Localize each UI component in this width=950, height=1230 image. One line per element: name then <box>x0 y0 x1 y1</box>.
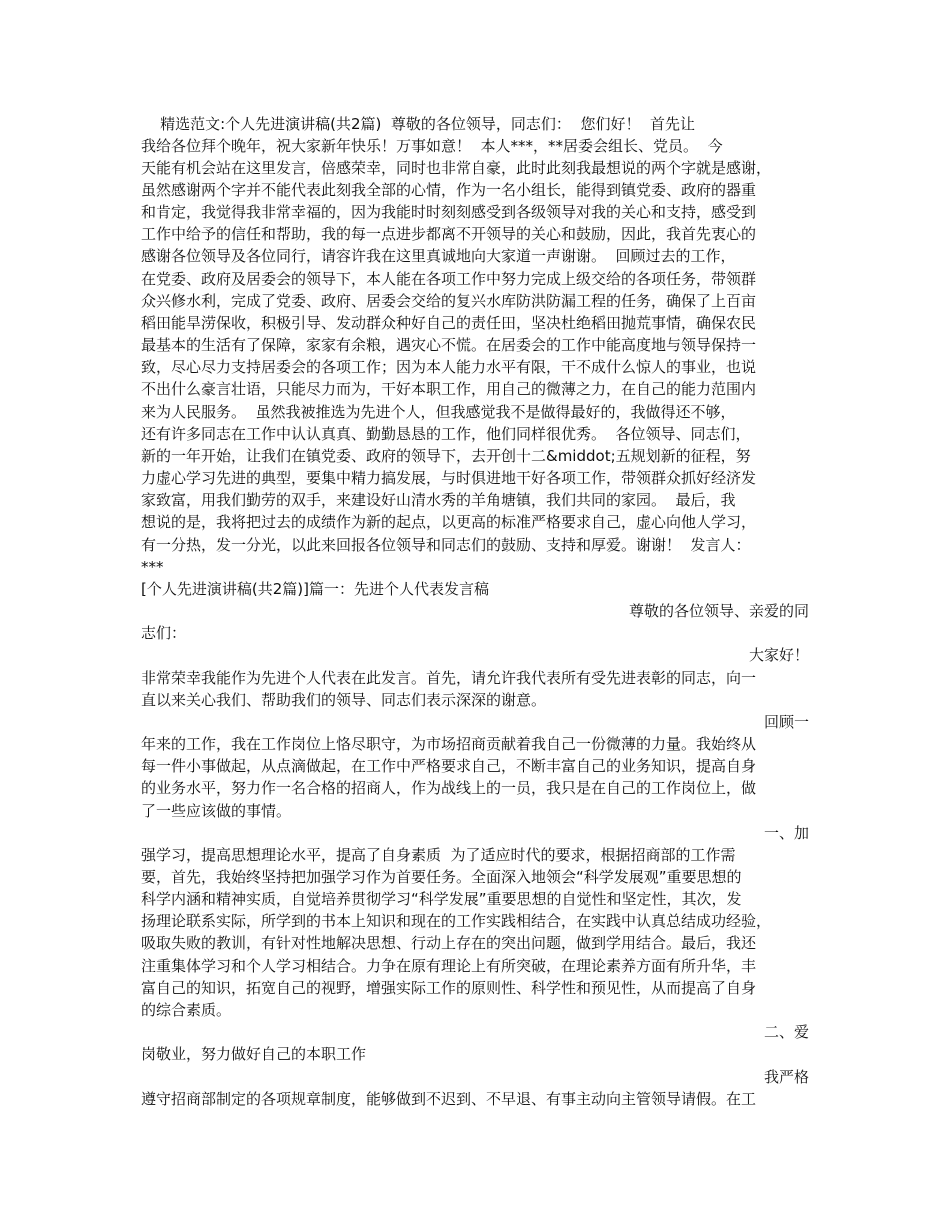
text-line: 我给各位拜个晚年，祝大家新年快乐！万事如意！ 本人***，**居委会组长、党员。 今 <box>141 137 723 155</box>
text-line: 非常荣幸我能作为先进个人代表在此发言。首先，请允许我代表所有受先进表彰的同志，向一 <box>141 669 757 687</box>
text-line: 众兴修水利，完成了党委、政府、居委会交给的复兴水库防洪防漏工程的任务，确保了上百亩 <box>141 292 757 310</box>
text-line: 新的一年开始，让我们在镇党委、政府的领导下，去开创十二&middot;五规划新的征程，努 <box>141 447 751 465</box>
text-line: 遵守招商部制定的各项规章制度，能够做到不迟到、不早退、有事主动向主管领导请假。在工 <box>141 1090 757 1108</box>
text-line: 家致富，用我们勤劳的双手，来建设好山清水秀的羊角塘镇，我们共同的家园。 最后，我 <box>141 491 736 509</box>
text-line: 虽然感谢两个字并不能代表此刻我全部的心情，作为一名小组长，能得到镇党委、政府的器重 <box>141 181 757 199</box>
text-line: 了一些应该做的事情。 <box>141 802 292 820</box>
text-line: 天能有机会站在这里发言，倍感荣幸，同时也非常自豪，此时此刻我最想说的两个字就是感谢， <box>141 159 772 177</box>
text-line: 的业务水平，努力作一名合格的招商人，作为战线上的一员，我只是在自己的工作岗位上，做 <box>141 779 757 797</box>
text-line: 和肯定，我觉得我非常幸福的，因为我能时时刻刻感受到各级领导对我的关心和支持，感受到 <box>141 203 757 221</box>
text-line: 想说的是，我将把过去的成绩作为新的起点，以更高的标准严格要求自己，虚心向他人学习， <box>141 513 757 531</box>
text-line: 的综合素质。 <box>141 1001 232 1019</box>
text-line: *** <box>141 558 164 576</box>
text-line: 要，首先，我始终坚持把加强学习作为首要任务。全面深入地领会“科学发展观”重要思想的 <box>141 868 742 886</box>
text-line: 来为人民服务。 虽然我被推选为先进个人，但我感觉我不是做得最好的，我做得还不够， <box>141 403 736 421</box>
text-line: 吸取失败的教训，有针对性地解决思想、行动上存在的突出问题，做到学用结合。最后，我还 <box>141 934 757 952</box>
text-line: 感谢各位领导及各位同行，请容许我在这里真诚地向大家道一声谢谢。 回顾过去的工作， <box>141 247 736 265</box>
section-heading: [个人先进演讲稿(共2篇)]篇一：先进个人代表发言稿 <box>141 580 489 598</box>
text-line: 注重集体学习和个人学习相结合。力争在原有理论上有所突破，在理论素养方面有所升华，丰 <box>141 957 757 975</box>
text-line: 一、加 <box>763 824 809 842</box>
text-line: 强学习，提高思想理论水平，提高了自身素质 为了适应时代的要求，根据招商部的工作需 <box>141 846 736 864</box>
text-line: 我严格 <box>763 1068 809 1086</box>
text-line: 科学内涵和精神实质，自觉培养贯彻学习“科学发展”重要思想的自觉性和坚定性，其次，发 <box>141 890 742 908</box>
text-line: 在党委、政府及居委会的领导下，本人能在各项工作中努力完成上级交给的各项任务，带领群 <box>141 270 757 288</box>
text-line: 每一件小事做起，从点滴做起，在工作中严格要求自己，不断丰富自己的业务知识，提高自身 <box>141 757 757 775</box>
text-line: 最基本的生活有了保障，家家有余粮，遇灾心不慌。在居委会的工作中能高度地与领导保持一 <box>141 336 757 354</box>
text-line: 工作中给予的信任和帮助，我的每一点进步都离不开领导的关心和鼓励，因此，我首先衷心的 <box>141 225 757 243</box>
text-line: 回顾一 <box>763 713 809 731</box>
text-line: 力虚心学习先进的典型，要集中精力搞发展，与时俱进地干好各项工作，带领群众抓好经济发 <box>141 469 757 487</box>
text-line: 富自己的知识，拓宽自己的视野，增强实际工作的原则性、科学性和预见性，从而提高了自身 <box>141 979 757 997</box>
text-line: 致，尽心尽力支持居委会的各项工作；因为本人能力水平有限，干不成什么惊人的事业，也说 <box>141 358 757 376</box>
text-line: 尊敬的各位领导、亲爱的同 <box>628 602 809 620</box>
text-line: 稻田能旱涝保收，积极引导、发动群众种好自己的责任田，坚决杜绝稻田抛荒事情，确保农民 <box>141 314 757 332</box>
text-line: 精选范文:个人先进演讲稿(共2篇) 尊敬的各位领导，同志们： 您们好！ 首先让 <box>141 115 695 133</box>
text-line: 年来的工作，我在工作岗位上恪尽职守，为市场招商贡献着我自己一份微薄的力量。我始终从 <box>141 735 757 753</box>
text-line: 有一分热，发一分光，以此来回报各位领导和同志们的鼓励、支持和厚爱。谢谢！ 发言人： <box>141 536 751 554</box>
text-line: 扬理论联系实际，所学到的书本上知识和现在的工作实践相结合，在实践中认真总结成功经验， <box>141 912 772 930</box>
text-line: 直以来关心我们、帮助我们的领导、同志们表示深深的谢意。 <box>141 691 547 709</box>
text-line: 岗敬业，努力做好自己的本职工作 <box>141 1045 367 1063</box>
text-line: 大家好！ <box>748 646 809 664</box>
text-line: 还有许多同志在工作中认认真真、勤勤恳恳的工作，他们同样很优秀。 各位领导、同志们， <box>141 425 751 443</box>
text-line: 不出什么豪言壮语，只能尽力而为，干好本职工作，用自己的微薄之力，在自己的能力范围内 <box>141 380 757 398</box>
text-line: 志们： <box>141 624 187 642</box>
text-line: 二、爱 <box>763 1023 809 1041</box>
